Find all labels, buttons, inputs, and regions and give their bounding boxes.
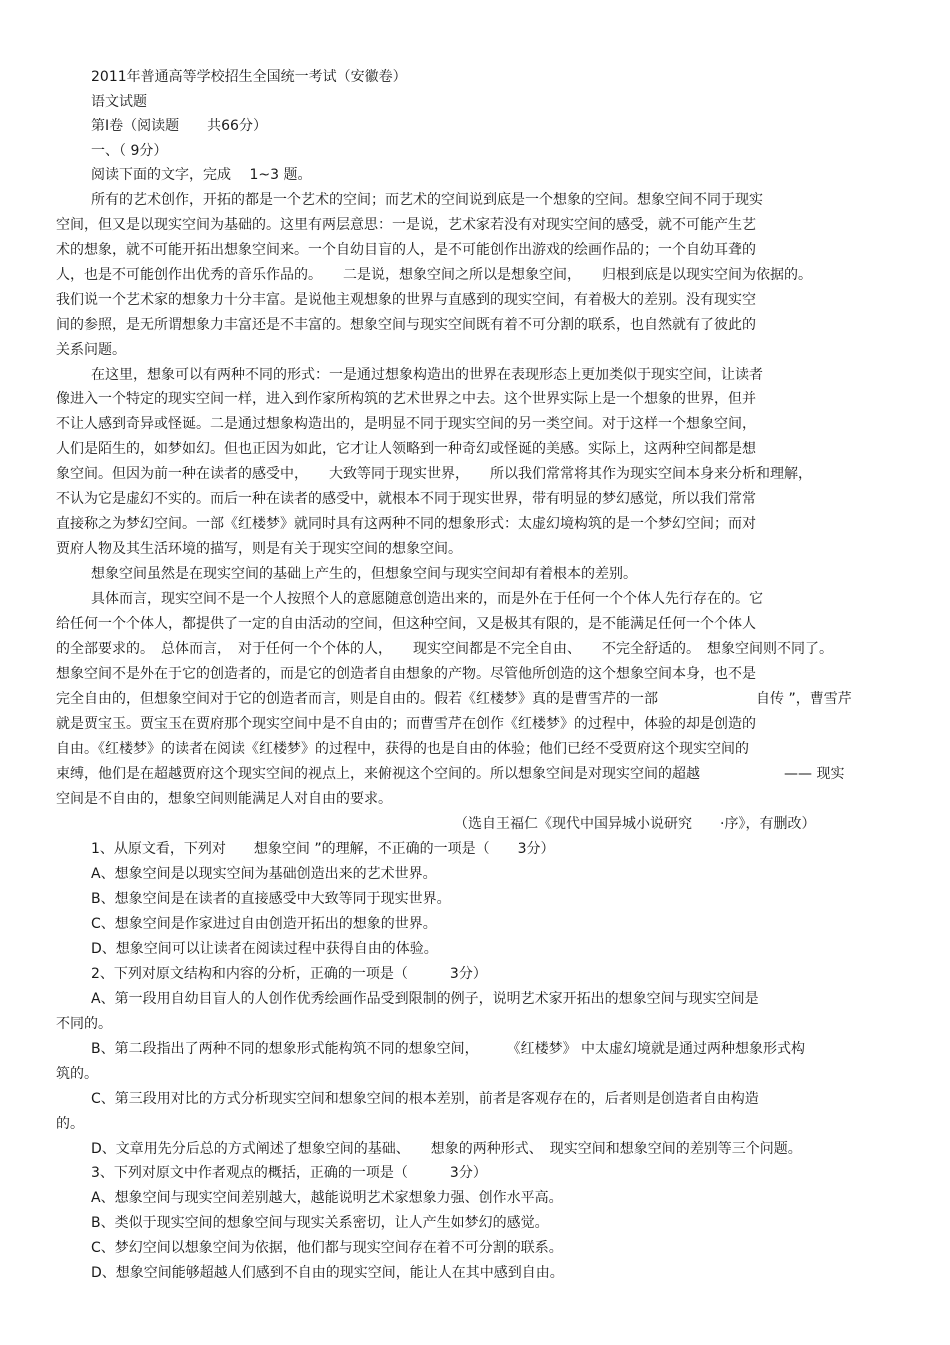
section-heading: 一、（ 9分） [91, 143, 168, 159]
passage-line: 所有的艺术创作，开拓的都是一个艺术的空间；而艺术的空间说到底是一个想象的空间。想象空间不同于现实 [91, 192, 763, 208]
passage-line: 想象空间不是外在于它的创造者的，而是它的创造者自由想象的产物。尽管他所创造的这个想象空间本身，也不是 [56, 666, 756, 682]
answer-option-continued: 不同的。 [56, 1016, 112, 1032]
answer-option: D、文章用先分后总的方式阐述了想象空间的基础、 想象的两种形式、 现实空间和想象空间的差别等三个问题。 [91, 1141, 802, 1157]
answer-option: A、第一段用自幼目盲人的人创作优秀绘画作品受到限制的例子，说明艺术家开拓出的想象空间与现实空间是 [91, 991, 759, 1007]
answer-option: C、第三段用对比的方式分析现实空间和想象空间的根本差别，前者是客观存在的，后者则是创造者自由构造 [91, 1091, 759, 1107]
passage-line: 的全部要求的。 总体而言， 对于任何一个个体的人， 现实空间都是不完全自由、 不完全舒适的。 想象空间则不同了。 [56, 641, 833, 657]
answer-option-continued: 筑的。 [56, 1066, 98, 1082]
passage-line: 人，也是不可能创作出优秀的音乐作品的。 二是说，想象空间之所以是想象空间， 归根到底是以现实空间为依据的。 [56, 267, 812, 283]
question-stem: 2、下列对原文结构和内容的分析，正确的一项是（ 3分） [91, 966, 487, 982]
passage-line: 像进入一个特定的现实空间一样，进入到作家所构筑的艺术世界之中去。这个世界实际上是一个想象的世界，但并 [56, 391, 756, 407]
passage-line: 具体而言，现实空间不是一个人按照个人的意愿随意创造出来的，而是外在于任何一个个体人先行存在的。它 [91, 591, 763, 607]
passage-line: 完全自由的，但想象空间对于它的创造者而言，则是自由的。假若《红楼梦》真的是曹雪芹的一部 自传 ”，曹雪芹 [56, 691, 852, 707]
passage-line: 空间，但又是以现实空间为基础的。这里有两层意思：一是说，艺术家若没有对现实空间的感受，就不可能产生艺 [56, 217, 756, 233]
answer-option: B、类似于现实空间的想象空间与现实关系密切，让人产生如梦幻的感觉。 [91, 1215, 549, 1231]
answer-option: A、想象空间与现实空间差别越大，越能说明艺术家想象力强、创作水平高。 [91, 1190, 563, 1206]
passage-line: 空间是不自由的，想象空间则能满足人对自由的要求。 [56, 791, 392, 807]
passage-line: 直接称之为梦幻空间。一部《红楼梦》就同时具有这两种不同的想象形式：太虚幻境构筑的是一个梦幻空间；而对 [56, 516, 756, 532]
passage-line: 在这里，想象可以有两种不同的形式：一是通过想象构造出的世界在表现形态上更加类似于现实空间，让读者 [91, 367, 763, 383]
passage-line: 想象空间虽然是在现实空间的基础上产生的，但想象空间与现实空间却有着根本的差别。 [91, 566, 637, 582]
subject-title: 语文试题 [91, 94, 147, 110]
volume-heading: 第Ⅰ卷（阅读题 共66分） [91, 118, 267, 134]
passage-line: 贾府人物及其生活环境的描写，则是有关于现实空间的想象空间。 [56, 541, 462, 557]
passage-line: 关系问题。 [56, 342, 126, 358]
passage-line: 不让人感到奇异或怪诞。二是通过想象构造出的，是明显不同于现实空间的另一类空间。对于这样一个想象空间， [56, 416, 756, 432]
exam-title: 2011年普通高等学校招生全国统一考试（安徽卷） [91, 69, 407, 85]
answer-option: B、想象空间是在读者的直接感受中大致等同于现实世界。 [91, 891, 451, 907]
passage-line: 不认为它是虚幻不实的。而后一种在读者的感受中，就根本不同于现实世界，带有明显的梦幻感觉，所以我们常常 [56, 491, 756, 507]
passage-line: 束缚，他们是在超越贾府这个现实空间的视点上，来俯视这个空间的。所以想象空间是对现实空间的超越 —— 现实 [56, 766, 845, 782]
passage-line: 给任何一个个体人，都提供了一定的自由活动的空间，但这种空间，又是极其有限的，是不能满足任何一个个体人 [56, 616, 756, 632]
passage-line: 就是贾宝玉。贾宝玉在贾府那个现实空间中是不自由的；而曹雪芹在创作《红楼梦》的过程中，体验的却是创造的 [56, 716, 756, 732]
answer-option: D、想象空间能够超越人们感到不自由的现实空间，能让人在其中感到自由。 [91, 1265, 564, 1281]
answer-option: B、第二段指出了两种不同的想象形式能构筑不同的想象空间， 《红楼梦》 中太虚幻境就是通过两种想象形式构 [91, 1041, 806, 1057]
answer-option: D、想象空间可以让读者在阅读过程中获得自由的体验。 [91, 941, 438, 957]
answer-option: A、想象空间是以现实空间为基础创造出来的艺术世界。 [91, 866, 437, 882]
question-stem: 3、下列对原文中作者观点的概括，正确的一项是（ 3分） [91, 1165, 487, 1181]
passage-line: 人们是陌生的，如梦如幻。但也正因为如此，它才让人领略到一种奇幻或怪诞的美感。实际上，这两种空间都是想 [56, 441, 756, 457]
passage-line: 间的参照，是无所谓想象力丰富还是不丰富的。想象空间与现实空间既有着不可分割的联系，也自然就有了彼此的 [56, 317, 756, 333]
answer-option-continued: 的。 [56, 1116, 84, 1132]
answer-option: C、梦幻空间以想象空间为依据，他们都与现实空间存在着不可分割的联系。 [91, 1240, 563, 1256]
answer-option: C、想象空间是作家进过自由创造开拓出的想象的世界。 [91, 916, 437, 932]
passage-source: （选自王福仁《现代中国异城小说研究 ·序》，有删改） [454, 816, 816, 832]
passage-line: 象空间。但因为前一种在读者的感受中， 大致等同于现实世界， 所以我们常常将其作为现实空间本身来分析和理解， [56, 466, 812, 482]
passage-line: 我们说一个艺术家的想象力十分丰富。是说他主观想象的世界与直感到的现实空间，有着极大的差别。没有现实空 [56, 292, 756, 308]
passage-line: 自由。《红楼梦》的读者在阅读《红楼梦》的过程中，获得的也是自由的体验；他们已经不受贾府这个现实空间的 [56, 741, 749, 757]
reading-instruction: 阅读下面的文字，完成 1~3 题。 [91, 167, 312, 183]
question-stem: 1、从原文看，下列对 想象空间 ”的理解，不正确的一项是（ 3分） [91, 841, 555, 857]
passage-line: 术的想象，就不可能开拓出想象空间来。一个自幼目盲的人，是不可能创作出游戏的绘画作品的；一个自幼耳聋的 [56, 242, 756, 258]
